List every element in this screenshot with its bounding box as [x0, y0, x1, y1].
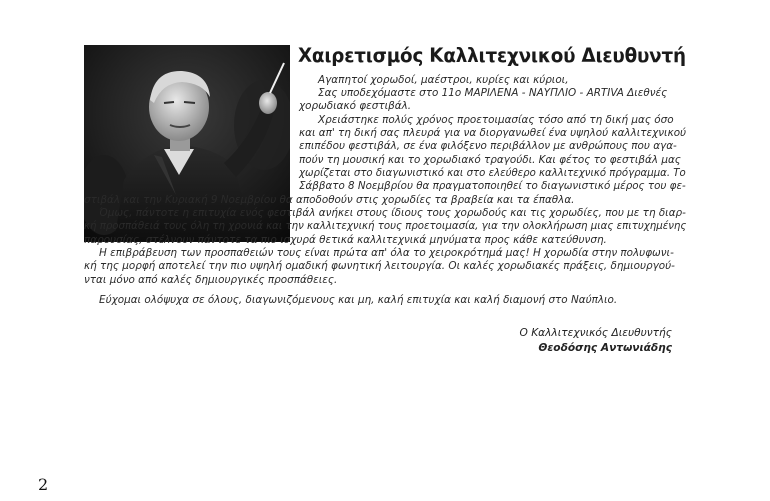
body-line: κή της μορφή αποτελεί την πιο υψηλή ομαδική φωνητική λειτουργία. Οι καλές χορωδιακές πράξεις, δημιουργού-	[84, 260, 675, 272]
body-line: Εύχομαι ολόψυχα σε όλους, διαγωνιζόμενους και μη, καλή επιτυχία και καλή διαμονή στο Ναύπλιο.	[99, 294, 618, 306]
body-line: χορωδιακό φεστιβάλ.	[299, 100, 412, 112]
page-title: Χαιρετισμός Καλλιτεχνικού Διευθυντή	[298, 44, 686, 67]
body-line: Σάββατο 8 Νοεμβρίου θα πραγματοποιηθεί το διαγωνιστικό μέρος του φε-	[299, 180, 686, 192]
body-line	[318, 87, 667, 100]
body-line: κή προσπάθειά τους όλη τη χρονιά και την καλλιτεχνική τους προετοιμασία, για την ολοκλήρωση μιας επιτυχημένης	[84, 220, 687, 232]
signature-role: Ο Καλλιτεχνικός Διευθυντής	[519, 327, 672, 339]
body-line: χωρίζεται στο διαγωνιστικό και στο ελεύθερο καλλιτεχνικό πρόγραμμα. Το	[299, 167, 686, 179]
body-line: Η επιβράβευση των προσπαθειών τους είναι πρώτα απ' όλα το χειροκρότημά μας! Η χορωδία στην πολυφωνι-	[99, 247, 674, 259]
page-number: 2	[38, 475, 49, 494]
body-line: επιπέδου φεστιβάλ, σε ένα φιλόξενο περιβάλλον με ανθρώπους που αγα-	[299, 140, 677, 152]
body-line: και απ' τη δική σας πλευρά για να διοργανωθεί ένα υψηλού καλλιτεχνικού	[299, 127, 687, 139]
body-line-text: Σας υποδεχόμαστε στο 11ο ΜΑΡΙΛΕΝΑ - ΝΑΥΠΛΙΟ - ARTIVA Διεθνές	[318, 87, 668, 99]
body-line: Αγαπητοί χορωδοί, μαέστροι, κυρίες και κύριοι,	[318, 74, 569, 86]
body-line: στιβάλ και την Κυριακή 9 Νοεμβρίου θα αποδοθούν στις χορωδίες τα βραβεία και τα έπαθλα.	[84, 194, 575, 206]
body-line: παρουσίας, στέλνουν πάντοτε τα πιο ισχυρά θετικά καλλιτεχνικά μηνύματα προς κάθε κατεύθυνση.	[84, 234, 607, 246]
signature-name: Θεοδόσης Αντωνιάδης	[538, 342, 672, 354]
body-line: Χρειάστηκε πολύς χρόνος προετοιμασίας τόσο από τη δική μας όσο	[318, 114, 674, 126]
body-line: νται μόνο από καλές δημιουργικές προσπάθειες.	[84, 274, 338, 286]
body-line: Όμως, πάντοτε η επιτυχία ενός φεστιβάλ ανήκει στους ίδιους τους χορωδούς και τις χορωδίες, που με τη διαρ-	[99, 207, 686, 219]
body-line: πούν τη μουσική και το χορωδιακό τραγούδι. Και φέτος το φεστιβάλ μας	[299, 154, 681, 166]
